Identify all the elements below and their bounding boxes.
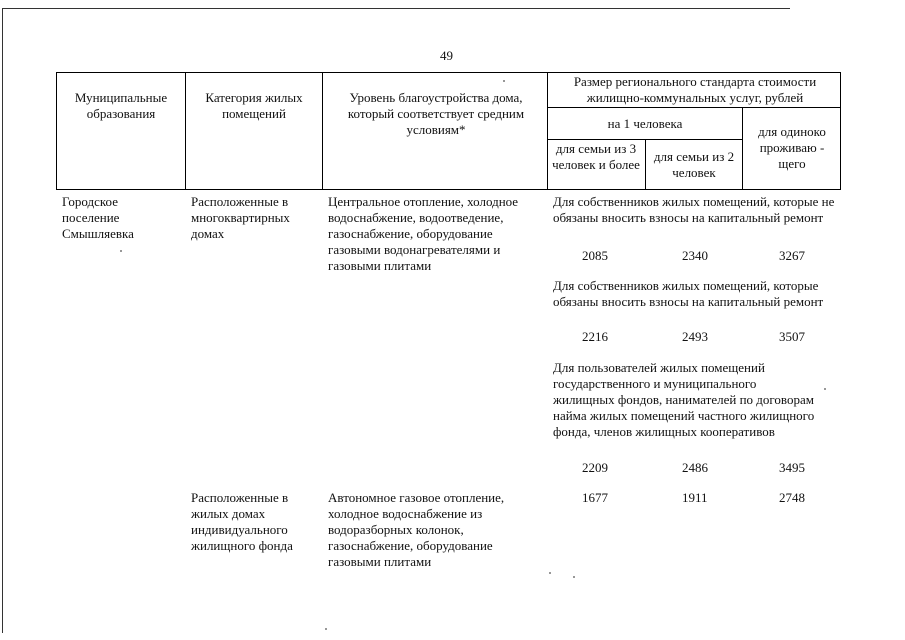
scan-speck xyxy=(573,576,575,578)
value-family-2: 2493 xyxy=(682,329,708,344)
scan-border-top xyxy=(2,8,790,9)
header-single: для одиноко проживаю - щего xyxy=(758,124,826,171)
municipality-cell: Городское поселение Смышляевка xyxy=(62,194,134,241)
scan-speck xyxy=(503,80,505,82)
header-per-person: на 1 человека xyxy=(607,116,683,131)
scan-border-left xyxy=(2,8,3,633)
group-label: Для собственников жилых помещений, которые обязаны вносить взносы на капитальный ремонт xyxy=(553,278,824,309)
header-municipality: Муниципальные образования xyxy=(74,90,168,121)
value-single: 3495 xyxy=(779,460,805,475)
value-family-2: 2486 xyxy=(682,460,708,475)
value-family-3: 2216 xyxy=(582,329,608,344)
value-single: 2748 xyxy=(779,490,805,505)
header-family-2: для семьи из 2 человек xyxy=(653,149,735,180)
value-single: 3507 xyxy=(779,329,805,344)
value-single: 3267 xyxy=(779,248,805,263)
header-family-3: для семьи из 3 человек и более xyxy=(552,141,640,172)
value-family-2: 1911 xyxy=(682,490,708,505)
row-category: Расположенные в жилых домах индивидуального жилищного фонда xyxy=(191,490,293,553)
scan-speck xyxy=(325,628,327,630)
scan-speck xyxy=(824,388,826,390)
page-number: 49 xyxy=(440,48,453,63)
row-category: Расположенные в многоквартирных домах xyxy=(191,194,290,241)
row-amenities: Центральное отопление, холодное водоснабжение, водоотведение, газоснабжение, оборудование газовыми водонагревателями и газовыми плитами xyxy=(328,194,519,273)
row-amenities: Автономное газовое отопление, холодное водоснабжение из водоразборных колонок, газоснабжение, оборудование газовыми плитами xyxy=(328,490,505,569)
header-amenities: Уровень благоустройства дома, который соответствует средним условиям* xyxy=(347,90,525,137)
group-label: Для пользователей жилых помещений государственного и муниципального жилищных фондов, нанимателей по договорам найма жилых помещений частного жилищного фонда, членов жилищных кооперативов xyxy=(553,360,815,439)
scan-speck xyxy=(120,250,122,252)
value-family-3: 1677 xyxy=(582,490,608,505)
header-category: Категория жилых помещений xyxy=(205,90,303,121)
header-standard: Размер регионального стандарта стоимости жилищно-коммунальных услуг, рублей xyxy=(573,74,817,105)
scan-speck xyxy=(549,572,551,574)
value-family-3: 2209 xyxy=(582,460,608,475)
value-family-2: 2340 xyxy=(682,248,708,263)
value-family-3: 2085 xyxy=(582,248,608,263)
group-label: Для собственников жилых помещений, которые не обязаны вносить взносы на капитальный ремонт xyxy=(553,194,835,225)
